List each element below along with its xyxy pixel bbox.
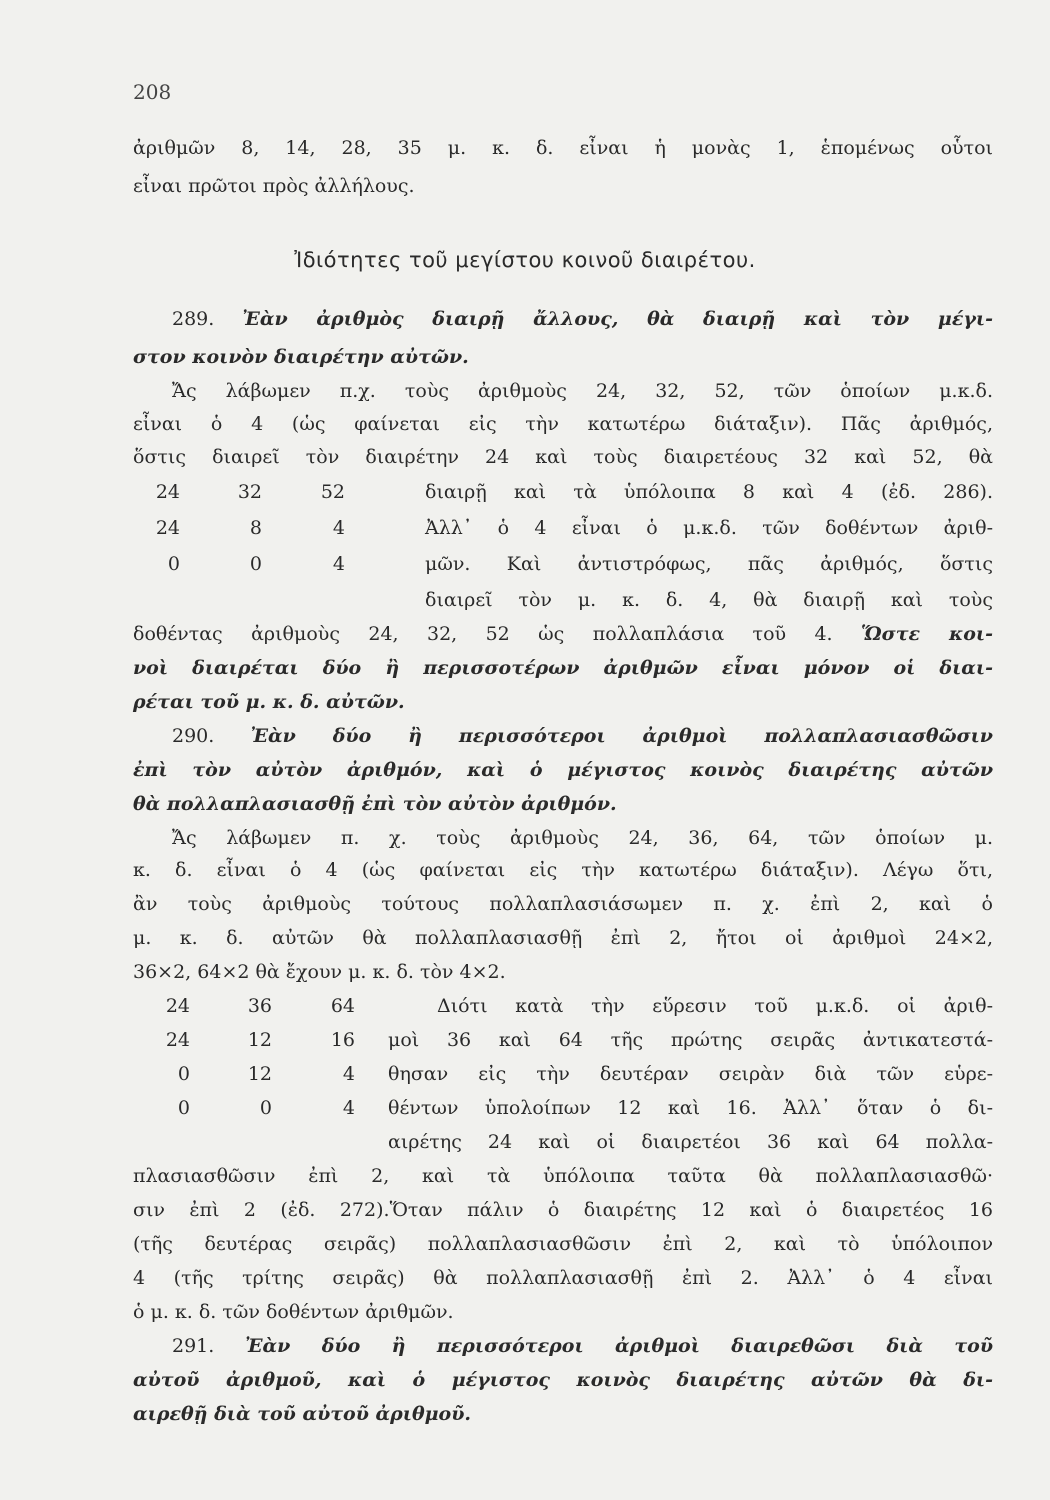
table-cell: 24: [165, 995, 190, 1017]
text-line: 4 (τῆς τρίτης σειρᾶς) θὰ πολλαπλασιασθῇ ἐπὶ 2. Ἀλλ᾽ ὁ 4 εἶναι: [133, 1267, 993, 1289]
text-line: Ἄς λάβωμεν π.χ. τοὺς ἀριθμοὺς 24, 32, 52, τῶν ὁποίων μ.κ.δ.: [172, 380, 993, 402]
theorem-text: Ἐὰν ἀριθμὸς διαιρῇ ἄλλους, θὰ διαιρῇ καὶ τὸν μέγι-: [242, 308, 993, 330]
paragraph-number: 291.: [172, 1335, 215, 1357]
table-cell: 16: [330, 1029, 355, 1051]
table-cell: 4: [342, 1097, 355, 1119]
emphasis-text: Ὥστε κοι-: [861, 623, 993, 645]
text-line: 36×2, 64×2 θὰ ἔχουν μ. κ. δ. τὸν 4×2.: [133, 961, 506, 983]
page-number: 208: [133, 80, 172, 104]
theorem-text: Ἐὰν δύο ἢ περισσότεροι ἀριθμοὶ πολλαπλασιασθῶσιν: [250, 725, 993, 747]
text-line: ἀριθμῶν 8, 14, 28, 35 μ. κ. δ. εἶναι ἡ μονὰς 1, ἑπομένως οὗτοι: [133, 137, 993, 159]
table-cell: 12: [247, 1029, 272, 1051]
emphasis-text: νοὶ διαιρέται δύο ἢ περισσοτέρων ἀριθμῶν εἶναι μόνον οἱ διαι-: [133, 657, 993, 679]
paragraph-number: 289.: [172, 308, 215, 330]
table-cell: 24: [155, 517, 180, 539]
table-cell: 24: [165, 1029, 190, 1051]
text-line: (τῆς δευτέρας σειρᾶς) πολλαπλασιασθῶσιν ἐπὶ 2, καὶ τὸ ὑπόλοιπον: [133, 1233, 993, 1255]
text-line: θέντων ὑπολοίπων 12 καὶ 16. Ἀλλ᾽ ὅταν ὁ δι-: [388, 1097, 993, 1119]
table-cell: 4: [332, 517, 345, 539]
text-line: ἂν τοὺς ἀριθμοὺς τούτους πολλαπλασιάσωμεν π. χ. ἐπὶ 2, καὶ ὁ: [133, 893, 993, 915]
text-line: ὅστις διαιρεῖ τὸν διαιρέτην 24 καὶ τοὺς διαιρετέους 32 καὶ 52, θὰ: [133, 446, 993, 468]
table-cell: 32: [237, 481, 262, 503]
text-line: μ. κ. δ. αὐτῶν θὰ πολλαπλασιασθῇ ἐπὶ 2, ἤτοι οἱ ἀριθμοὶ 24×2,: [133, 927, 993, 949]
table-cell: 4: [332, 553, 345, 575]
table-cell: 0: [259, 1097, 272, 1119]
section-heading: Ἰδιότητες τοῦ μεγίστου κοινοῦ διαιρέτου.: [294, 248, 756, 272]
theorem-text: Ἐὰν δύο ἢ περισσότεροι ἀριθμοὶ διαιρεθῶσι διὰ τοῦ: [245, 1335, 993, 1357]
table-cell: 8: [249, 517, 262, 539]
table-cell: 52: [320, 481, 345, 503]
table-cell: 0: [167, 553, 180, 575]
theorem-text: ἐπὶ τὸν αὐτὸν ἀριθμόν, καὶ ὁ μέγιστος κοινὸς διαιρέτης αὐτῶν: [133, 759, 993, 781]
table-cell: 12: [247, 1063, 272, 1085]
text-line: [133, 620, 993, 648]
table-cell: 64: [330, 995, 355, 1017]
paragraph-number: 290.: [172, 725, 215, 747]
table-cell: 4: [342, 1063, 355, 1085]
table-cell: 0: [177, 1097, 190, 1119]
text-line: εἶναι ὁ 4 (ὡς φαίνεται εἰς τὴν κατωτέρω διάταξιν). Πᾶς ἀριθμός,: [133, 413, 993, 435]
text-line: κ. δ. εἶναι ὁ 4 (ὡς φαίνεται εἰς τὴν κατωτέρω διάταξιν). Λέγω ὅτι,: [133, 859, 993, 881]
text-line: Ἀλλ᾽ ὁ 4 εἶναι ὁ μ.κ.δ. τῶν δοθέντων ἀριθ-: [425, 517, 993, 539]
theorem-289-line: [172, 305, 993, 333]
table-cell: 0: [249, 553, 262, 575]
theorem-291-line: [172, 1332, 993, 1360]
text-line: διαιρεῖ τὸν μ. κ. δ. 4, θὰ διαιρῇ καὶ τοὺς: [425, 589, 993, 611]
text-line: Διότι κατὰ τὴν εὕρεσιν τοῦ μ.κ.δ. οἱ ἀριθ-: [437, 995, 993, 1017]
theorem-text: αὐτοῦ ἀριθμοῦ, καὶ ὁ μέγιστος κοινὸς διαιρέτης αὐτῶν θὰ δι-: [133, 1369, 993, 1391]
table-cell: 36: [247, 995, 272, 1017]
text-line: εἶναι πρῶτοι πρὸς ἀλλήλους.: [133, 175, 415, 197]
table-cell: 0: [177, 1063, 190, 1085]
text-line: μῶν. Καὶ ἀντιστρόφως, πᾶς ἀριθμός, ὅστις: [425, 553, 993, 575]
text-span: δοθέντας ἀριθμοὺς 24, 32, 52 ὡς πολλαπλάσια τοῦ 4.: [133, 623, 833, 645]
text-line: διαιρῇ καὶ τὰ ὑπόλοιπα 8 καὶ 4 (ἐδ. 286).: [425, 481, 993, 503]
text-line: σιν ἐπὶ 2 (ἐδ. 272).Ὅταν πάλιν ὁ διαιρέτης 12 καὶ ὁ διαιρετέος 16: [133, 1199, 993, 1221]
text-line: πλασιασθῶσιν ἐπὶ 2, καὶ τὰ ὑπόλοιπα ταῦτα θὰ πολλαπλασιασθῶ·: [133, 1165, 993, 1187]
text-line: θησαν εἰς τὴν δευτέραν σειρὰν διὰ τῶν εὑρε-: [388, 1063, 993, 1085]
emphasis-text: ρέται τοῦ μ. κ. δ. αὐτῶν.: [133, 691, 405, 713]
theorem-text: αιρεθῇ διὰ τοῦ αὐτοῦ ἀριθμοῦ.: [133, 1403, 472, 1425]
theorem-text: στον κοινὸν διαιρέτην αὐτῶν.: [133, 346, 469, 368]
table-cell: 24: [155, 481, 180, 503]
text-line: ὁ μ. κ. δ. τῶν δοθέντων ἀριθμῶν.: [133, 1301, 454, 1323]
theorem-text: θὰ πολλαπλασιασθῇ ἐπὶ τὸν αὐτὸν ἀριθμόν.: [133, 793, 617, 815]
theorem-290-line: [172, 722, 993, 750]
text-line: Ἄς λάβωμεν π. χ. τοὺς ἀριθμοὺς 24, 36, 64, τῶν ὁποίων μ.: [172, 827, 993, 849]
text-line: μοὶ 36 καὶ 64 τῆς πρώτης σειρᾶς ἀντικατεστά-: [388, 1029, 993, 1051]
text-line: αιρέτης 24 καὶ οἱ διαιρετέοι 36 καὶ 64 πολλα-: [388, 1131, 993, 1153]
